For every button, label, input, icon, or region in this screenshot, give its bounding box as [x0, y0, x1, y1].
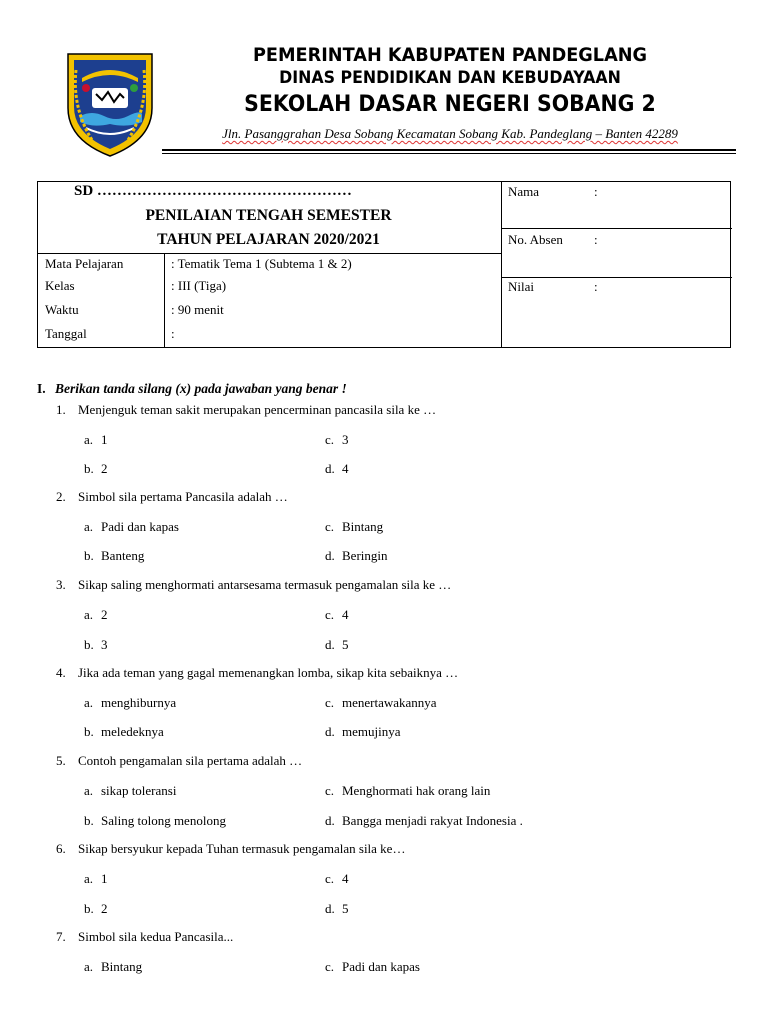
answer-option[interactable]: [84, 724, 164, 740]
question: [56, 402, 436, 418]
answer-option[interactable]: [325, 695, 437, 711]
field-colon-score: :: [594, 279, 598, 294]
info-value-class: : III (Tiga): [171, 278, 227, 293]
answer-option[interactable]: [84, 959, 142, 975]
option-text: Bintang: [342, 519, 384, 534]
question: [56, 753, 302, 769]
option-text: memujinya: [342, 724, 401, 739]
answer-option[interactable]: [84, 901, 108, 917]
option-text: menghiburnya: [101, 695, 177, 710]
section-heading: [37, 381, 347, 397]
answer-option[interactable]: [84, 871, 108, 887]
answer-option[interactable]: [325, 548, 388, 564]
question-text: Jika ada teman yang gagal memenangkan lomba, sikap kita sebaiknya …: [78, 665, 459, 680]
question-text: Sikap bersyukur kepada Tuhan termasuk pengamalan sila ke…: [78, 841, 406, 856]
letterhead-rule-thin: [162, 153, 736, 154]
question-number: 5.: [56, 753, 66, 768]
option-text: sikap toleransi: [101, 783, 177, 798]
question-number: 1.: [56, 402, 66, 417]
answer-option[interactable]: [84, 519, 179, 535]
option-letter: b.: [84, 548, 94, 563]
option-letter: a.: [84, 519, 94, 534]
option-text: Beringin: [342, 548, 388, 563]
answer-option[interactable]: [325, 813, 523, 829]
option-text: 2: [101, 901, 108, 916]
info-value-date: :: [171, 326, 175, 341]
answer-option[interactable]: [84, 637, 108, 653]
answer-option[interactable]: [325, 901, 349, 917]
option-text: Padi dan kapas: [101, 519, 179, 534]
answer-option[interactable]: [84, 813, 226, 829]
box-divider: [501, 228, 732, 229]
option-text: 4: [342, 871, 349, 886]
option-letter: c.: [325, 519, 335, 534]
option-text: Saling tolong menolong: [101, 813, 226, 828]
answer-option[interactable]: [325, 519, 383, 535]
option-letter: a.: [84, 959, 94, 974]
letterhead-address: Jln. Pasanggrahan Desa Sobang Kecamatan Sobang Kab. Pandeglang – Banten 42289: [222, 126, 678, 141]
option-text: menertawakannya: [342, 695, 437, 710]
question: [56, 489, 288, 505]
question: [56, 665, 458, 681]
info-value-subject: : Tematik Tema 1 (Subtema 1 & 2): [171, 256, 352, 271]
box-divider: [38, 253, 501, 254]
option-letter: d.: [325, 637, 335, 652]
question: [56, 577, 451, 593]
option-letter: b.: [84, 901, 94, 916]
answer-option[interactable]: [84, 783, 176, 799]
question-text: Simbol sila kedua Pancasila...: [78, 929, 234, 944]
question-text: Sikap saling menghormati antarsesama termasuk pengamalan sila ke …: [78, 577, 452, 592]
answer-option[interactable]: [84, 548, 144, 564]
question-number: 7.: [56, 929, 66, 944]
option-letter: b.: [84, 461, 94, 476]
answer-option[interactable]: [84, 461, 108, 477]
option-text: Menghormati hak orang lain: [342, 783, 491, 798]
option-letter: c.: [325, 871, 335, 886]
question: [56, 841, 405, 857]
field-label-absen: No. Absen: [508, 232, 563, 247]
option-letter: c.: [325, 607, 335, 622]
answer-option[interactable]: [84, 432, 108, 448]
question: [56, 929, 233, 945]
answer-option[interactable]: [325, 783, 490, 799]
option-letter: c.: [325, 432, 335, 447]
field-label-name: Nama: [508, 184, 540, 199]
section-number: I.: [37, 381, 46, 396]
question-number: 6.: [56, 841, 66, 856]
answer-option[interactable]: [325, 724, 401, 740]
answer-option[interactable]: [325, 461, 349, 477]
answer-option[interactable]: [84, 607, 108, 623]
option-letter: d.: [325, 724, 335, 739]
pandeglang-emblem-logo: [62, 48, 158, 160]
option-letter: a.: [84, 607, 94, 622]
letterhead-department: DINAS PENDIDIKAN DAN KEBUDAYAAN: [279, 68, 621, 88]
option-text: Bangga menjadi rakyat Indonesia .: [342, 813, 523, 828]
option-text: Bintang: [101, 959, 143, 974]
letterhead-school-name: SEKOLAH DASAR NEGERI SOBANG 2: [244, 92, 656, 117]
option-text: 3: [342, 432, 349, 447]
option-letter: b.: [84, 637, 94, 652]
answer-option[interactable]: [325, 432, 349, 448]
section-instruction: Berikan tanda silang (x) pada jawaban yang benar !: [55, 381, 347, 396]
option-letter: c.: [325, 783, 335, 798]
option-text: 4: [342, 461, 349, 476]
option-text: 3: [101, 637, 108, 652]
option-letter: c.: [325, 695, 335, 710]
answer-option[interactable]: [325, 607, 349, 623]
option-letter: a.: [84, 871, 94, 886]
question-text: Menjenguk teman sakit merupakan pencerminan pancasila sila ke …: [78, 402, 437, 417]
option-letter: b.: [84, 813, 94, 828]
letterhead-government: PEMERINTAH KABUPATEN PANDEGLANG: [252, 44, 648, 66]
field-label-score: Nilai: [508, 279, 534, 294]
answer-option[interactable]: [325, 959, 420, 975]
field-colon-absen: :: [594, 232, 598, 247]
option-letter: c.: [325, 959, 335, 974]
option-text: 2: [101, 461, 108, 476]
answer-option[interactable]: [325, 871, 349, 887]
box-divider: [164, 254, 165, 348]
option-letter: b.: [84, 724, 94, 739]
answer-option[interactable]: [325, 637, 349, 653]
info-label-time: Waktu: [45, 302, 79, 317]
exam-year: TAHUN PELAJARAN 2020/2021: [157, 231, 380, 248]
question-number: 2.: [56, 489, 66, 504]
option-text: 1: [101, 871, 108, 886]
option-text: meledeknya: [101, 724, 164, 739]
answer-option[interactable]: [84, 695, 176, 711]
box-divider: [501, 277, 732, 278]
option-text: 1: [101, 432, 108, 447]
option-letter: d.: [325, 813, 335, 828]
question-text: Contoh pengamalan sila pertama adalah …: [78, 753, 303, 768]
exam-title: PENILAIAN TENGAH SEMESTER: [145, 207, 392, 224]
question-text: Simbol sila pertama Pancasila adalah …: [78, 489, 288, 504]
info-value-time: : 90 menit: [171, 302, 224, 317]
info-label-class: Kelas: [45, 278, 75, 293]
question-number: 4.: [56, 665, 66, 680]
option-text: 5: [342, 901, 349, 916]
option-letter: d.: [325, 901, 335, 916]
option-text: Banteng: [101, 548, 145, 563]
school-name-blank: SD ……………………………………………: [74, 183, 352, 199]
field-colon-name: :: [594, 184, 598, 199]
option-letter: a.: [84, 432, 94, 447]
option-text: Padi dan kapas: [342, 959, 420, 974]
option-text: 5: [342, 637, 349, 652]
option-text: 2: [101, 607, 108, 622]
option-letter: a.: [84, 783, 94, 798]
question-number: 3.: [56, 577, 66, 592]
option-letter: d.: [325, 461, 335, 476]
box-divider: [501, 182, 502, 348]
info-label-date: Tanggal: [45, 326, 87, 341]
option-letter: a.: [84, 695, 94, 710]
option-text: 4: [342, 607, 349, 622]
letterhead-rule: [162, 149, 736, 151]
info-label-subject: Mata Pelajaran: [45, 256, 124, 271]
option-letter: d.: [325, 548, 335, 563]
